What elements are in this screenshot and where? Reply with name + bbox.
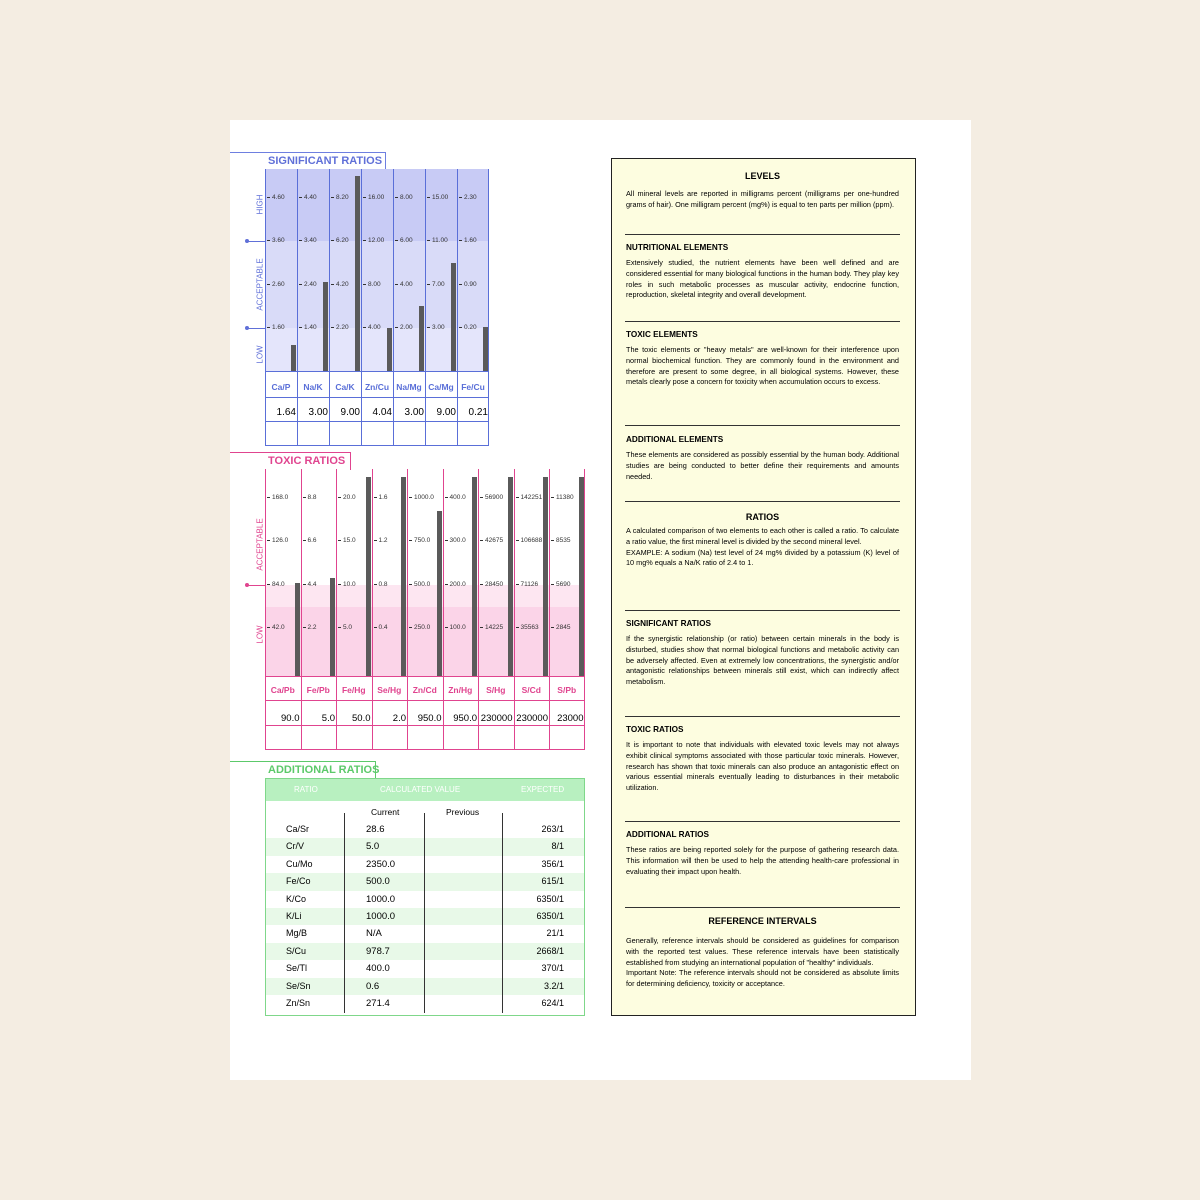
row-expected: 3.2/1	[543, 980, 564, 991]
tick-label: 7.00	[427, 281, 445, 289]
table-row	[266, 925, 584, 942]
row-ratio: S/Cu	[286, 945, 307, 956]
tick-label: 4.00	[363, 324, 381, 332]
info-additional-ratios	[626, 830, 899, 877]
tick-label: 84.0	[267, 581, 285, 589]
significant-title: SIGNIFICANT RATIOS	[268, 155, 383, 167]
column-value: 950.0	[417, 713, 442, 724]
info-panel	[611, 158, 916, 1016]
info-reference-text: Generally, reference intervals should be considered as guidelines for comparison with the reported test values. These reference intervals have been statistically established from studying an international population of "healthy" individuals.	[626, 936, 899, 967]
row-expected: 21/1	[546, 928, 564, 939]
tick-label: 0.90	[459, 281, 477, 289]
info-divider	[625, 501, 900, 502]
info-reference-title: REFERENCE INTERVALS	[708, 916, 817, 926]
header-calculated: CALCULATED VALUE	[380, 785, 461, 794]
tick-label: 1.6	[374, 494, 388, 502]
tick-label: 4.60	[267, 194, 285, 202]
info-divider	[625, 716, 900, 717]
tick-label: 42.0	[267, 624, 285, 632]
info-divider	[625, 610, 900, 611]
column-value: 230000	[516, 713, 548, 724]
column-value: 9.00	[340, 407, 360, 418]
info-toxic-title: TOXIC ELEMENTS	[626, 330, 698, 339]
tick-label: 4.40	[299, 194, 317, 202]
info-additional-elements-title: ADDITIONAL ELEMENTS	[626, 435, 724, 444]
info-toxic-ratios-title: TOXIC RATIOS	[626, 725, 684, 734]
info-ratios-example: EXAMPLE: A sodium (Na) test level of 24 mg% divided by a potassium (K) level of 10 mg% equals a Na/K ratio of 2.4 to 1.	[626, 547, 899, 568]
column-value: 9.00	[436, 407, 456, 418]
info-divider	[625, 821, 900, 822]
tick-label: 3.00	[427, 324, 445, 332]
info-significant-title: SIGNIFICANT RATIOS	[626, 619, 711, 628]
tick-label: 142251	[516, 494, 543, 502]
column-name: Zn/Cu	[364, 382, 390, 392]
significant-axis-high: HIGH	[255, 194, 265, 215]
info-nutritional-text: Extensively studied, the nutrient elements have been well defined and are considered essential for many biological functions in the human body. They play key roles in such metabolic processes as muscular activity, endocrine function, reproduction, skeletal integrity and overall development.	[626, 258, 899, 300]
column-name: Fe/Hg	[341, 685, 366, 695]
tick-label: 8.00	[395, 194, 413, 202]
table-row	[266, 856, 584, 873]
row-expected: 356/1	[541, 858, 564, 869]
tick-label: 11.00	[427, 237, 448, 245]
tick-label: 1.60	[267, 324, 285, 332]
table-row	[266, 838, 584, 855]
tick-label: 3.60	[267, 237, 285, 245]
column-name: Zn/Hg	[448, 685, 473, 695]
additional-rows	[266, 821, 584, 1013]
info-divider	[625, 321, 900, 322]
tick-label: 100.0	[445, 624, 466, 632]
table-row	[266, 960, 584, 977]
column-value: 0.21	[468, 407, 488, 418]
row-expected: 8/1	[551, 841, 564, 852]
row-ratio: Se/Sn	[286, 980, 311, 991]
info-ratios-text: A calculated comparison of two elements to each other is called a ratio. To calculate a ratio value, the first mineral level is divided by the second mineral level.	[626, 526, 899, 546]
tick-label: 6.6	[303, 537, 317, 545]
info-nutritional	[626, 243, 899, 301]
info-ratios	[626, 512, 899, 569]
row-current: 271.4	[366, 998, 390, 1009]
table-row	[266, 891, 584, 908]
divider-expected	[502, 813, 503, 1013]
additional-ratios-section	[0, 0, 600, 1030]
table-row	[266, 873, 584, 890]
column-value: 90.0	[281, 713, 300, 724]
tick-label: 250.0	[409, 624, 430, 632]
column-value: 3.00	[404, 407, 424, 418]
column-name: Se/Hg	[377, 685, 402, 695]
tick-label: 8.00	[363, 281, 381, 289]
tick-label: 6.00	[395, 237, 413, 245]
column-name: S/Cd	[521, 685, 541, 695]
significant-axis-acceptable: ACCEPTABLE	[255, 258, 265, 311]
row-expected: 6350/1	[536, 911, 564, 921]
tick-label: 4.20	[331, 281, 349, 289]
tick-label: 8535	[551, 537, 570, 545]
row-current: 1000.0	[366, 911, 396, 922]
column-value: 23000	[557, 713, 584, 724]
info-toxic-ratios	[626, 725, 899, 794]
tick-label: 2.60	[267, 281, 285, 289]
row-current: 2350.0	[366, 858, 396, 870]
row-current: 0.6	[366, 980, 380, 992]
info-levels-text: All mineral levels are reported in milligrams percent (milligrams per one-hundred grams of hair). One milligram percent (mg%) is equal to ten parts per million (ppm).	[626, 189, 899, 209]
column-value: 50.0	[352, 713, 371, 724]
tick-label: 12.00	[363, 237, 384, 245]
info-levels-title: LEVELS	[744, 171, 780, 181]
column-name: S/Pb	[557, 685, 577, 695]
tick-label: 750.0	[409, 537, 430, 545]
tick-label: 0.20	[459, 324, 477, 332]
column-name: Ca/K	[335, 382, 355, 392]
row-current: 500.0	[366, 876, 390, 888]
tick-label: 56900	[480, 494, 503, 502]
info-additional-elements-text: These elements are considered as possibly essential by the human body. Additional studies are being conducted to better define their requirements and amounts needed.	[626, 450, 899, 481]
tick-label: 28450	[480, 581, 503, 589]
header-current: Current	[371, 807, 400, 817]
column-name: Zn/Cd	[412, 685, 437, 695]
info-reference-note: Important Note: The reference intervals should not be considered as absolute limits for determining deficiency, toxicity or acceptance.	[626, 968, 899, 989]
tick-label: 2.30	[459, 194, 477, 202]
tick-label: 8.20	[331, 194, 349, 202]
tick-label: 11380	[551, 494, 574, 502]
column-name: S/Hg	[486, 685, 506, 695]
row-expected: 624/1	[541, 998, 564, 1008]
column-name: Fe/Cu	[461, 382, 485, 392]
info-significant-text: If the synergistic relationship (or ratio) between certain minerals in the body is disturbed, studies show that normal biological functions and metabolic activity can be adversely affected. Even at extremely low concentrations, the synergistic and/or antagonistic relationships between minerals still exist, which can indirectly affect metabolism.	[626, 634, 899, 687]
tick-label: 1.40	[299, 324, 317, 332]
column-value: 4.04	[372, 407, 392, 418]
tick-label: 0.4	[374, 624, 388, 632]
tick-label: 2845	[551, 624, 570, 632]
table-row	[266, 978, 584, 995]
header-ratio: RATIO	[294, 785, 318, 794]
info-nutritional-title: NUTRITIONAL ELEMENTS	[626, 243, 729, 252]
tick-label: 71126	[516, 581, 539, 589]
tick-label: 2.40	[299, 281, 317, 289]
info-divider	[625, 234, 900, 235]
info-reference	[626, 916, 899, 990]
tick-label: 1000.0	[409, 494, 434, 502]
tick-label: 1.2	[374, 537, 388, 545]
row-ratio: K/Li	[286, 911, 302, 921]
tick-label: 8.8	[303, 494, 317, 502]
column-value: 230000	[480, 713, 513, 724]
info-significant-ratios	[626, 619, 899, 688]
row-expected: 370/1	[541, 963, 564, 974]
tick-label: 4.00	[395, 281, 413, 289]
tick-label: 168.0	[267, 494, 288, 502]
significant-axis-low: LOW	[255, 345, 265, 364]
row-ratio: Ca/Sr	[286, 824, 310, 834]
tick-label: 10.0	[338, 581, 356, 589]
tick-label: 42675	[480, 537, 503, 545]
tick-label: 2.00	[395, 324, 413, 332]
toxic-title: TOXIC RATIOS	[268, 455, 346, 467]
column-name: Ca/Pb	[270, 685, 295, 695]
tick-label: 15.0	[338, 537, 356, 545]
row-current: 400.0	[366, 963, 390, 975]
row-current: N/A	[366, 928, 382, 940]
tick-label: 5.0	[338, 624, 352, 632]
info-additional-ratios-text: These ratios are being reported solely for the purpose of gathering research data. This information will then be used to help the attending health-care professional in evaluating their impact upon health.	[626, 845, 899, 876]
column-value: 1.64	[276, 407, 296, 418]
header-previous: Previous	[446, 807, 480, 817]
tick-label: 126.0	[267, 537, 288, 545]
info-toxic-ratios-text: It is important to note that individuals with elevated toxic levels may not always exhibit clinical symptoms associated with those particular toxic minerals. However, research has shown that toxic minerals can also produce an antagonistic effect on various essential minerals eventually leading to disturbances in their metabolic utilization.	[626, 740, 899, 793]
divider-previous	[424, 813, 425, 1013]
info-toxic-elements	[626, 330, 899, 388]
tick-label: 0.8	[374, 581, 388, 589]
additional-title: ADDITIONAL RATIOS	[268, 764, 380, 776]
tick-label: 6.20	[331, 237, 349, 245]
toxic-axis-acceptable: ACCEPTABLE	[255, 518, 265, 571]
info-ratios-title: RATIOS	[745, 512, 780, 522]
row-expected: 2668/1	[536, 945, 564, 956]
table-row	[266, 995, 584, 1012]
row-current: 1000.0	[366, 893, 396, 905]
header-expected: EXPECTED	[521, 785, 565, 794]
toxic-axis-low: LOW	[255, 625, 265, 644]
tick-label: 16.00	[363, 194, 384, 202]
row-current: 5.0	[366, 841, 380, 853]
row-expected: 263/1	[541, 824, 564, 834]
column-name: Ca/Mg	[428, 382, 454, 392]
column-name: Na/K	[303, 382, 323, 392]
info-toxic-text: The toxic elements or "heavy metals" are well-known for their interference upon normal biochemical function. They are commonly found in the environment and therefore are present to some degree, in all biological systems. However, these metals clearly pose a concern for toxicity when accumulation occurs to excess.	[626, 345, 899, 387]
tick-label: 20.0	[338, 494, 356, 502]
info-additional-elements	[626, 435, 899, 482]
column-name: Ca/P	[271, 382, 291, 392]
row-ratio: Se/Tl	[286, 963, 308, 974]
row-current: 28.6	[366, 824, 385, 835]
tick-label: 200.0	[445, 581, 466, 589]
row-ratio: K/Co	[286, 893, 307, 904]
info-divider	[625, 425, 900, 426]
tick-label: 3.40	[299, 237, 317, 245]
row-ratio: Zn/Sn	[286, 998, 311, 1008]
tick-label: 106688	[516, 537, 543, 545]
tick-label: 2.2	[303, 624, 317, 632]
tick-label: 15.00	[427, 194, 448, 202]
tick-label: 2.20	[331, 324, 349, 332]
column-value: 2.0	[392, 713, 406, 724]
info-additional-ratios-title: ADDITIONAL RATIOS	[626, 830, 709, 839]
tick-label: 500.0	[409, 581, 430, 589]
row-expected: 615/1	[541, 876, 564, 887]
row-ratio: Cr/V	[286, 841, 304, 852]
additional-table	[265, 778, 585, 1016]
tick-label: 4.4	[303, 581, 317, 589]
column-value: 3.00	[308, 407, 328, 418]
tick-label: 14225	[480, 624, 503, 632]
divider-current	[344, 813, 345, 1013]
row-expected: 6350/1	[536, 893, 564, 904]
table-row	[266, 908, 584, 925]
row-ratio: Mg/B	[286, 928, 308, 939]
column-value: 950.0	[453, 713, 477, 724]
info-levels	[626, 171, 899, 211]
table-row	[266, 943, 584, 960]
row-ratio: Cu/Mo	[286, 858, 313, 869]
tick-label: 300.0	[445, 537, 466, 545]
column-name: Fe/Pb	[306, 685, 330, 695]
row-ratio: Fe/Co	[286, 876, 311, 887]
tick-label: 400.0	[445, 494, 466, 502]
info-divider	[625, 907, 900, 908]
tick-label: 5690	[551, 581, 570, 589]
row-current: 978.7	[366, 945, 390, 957]
table-row	[266, 821, 584, 838]
tick-label: 35563	[516, 624, 539, 632]
column-value: 5.0	[321, 713, 335, 724]
column-name: Na/Mg	[396, 382, 422, 392]
tick-label: 1.60	[459, 237, 477, 245]
